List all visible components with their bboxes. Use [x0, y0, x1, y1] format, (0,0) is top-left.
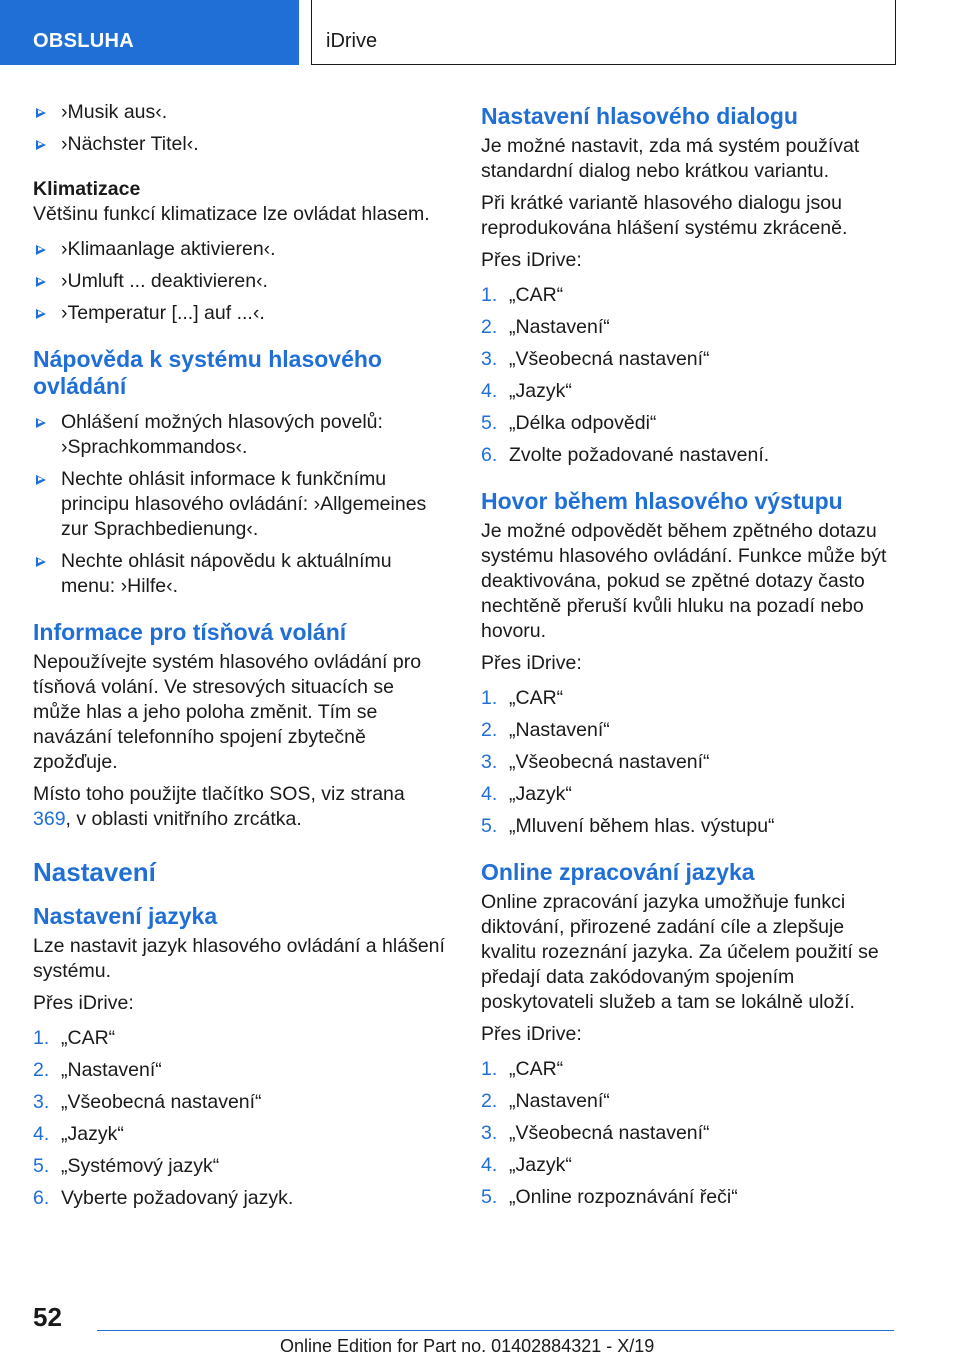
triangle-bullet-icon: [36, 277, 46, 287]
list-item: 2. „Nastavení“: [481, 316, 610, 338]
step-number: 3.: [481, 1122, 498, 1144]
heading-nastaveni-jazyka: Nastavení jazyka: [33, 903, 218, 929]
step-number: 4.: [481, 380, 498, 402]
list-item: 3. „Všeobecná nastavení“: [481, 348, 710, 370]
paragraph-sos: Místo toho použijte tlačítko SOS, viz strana 369, v oblasti vnitřního zrcátka.: [33, 783, 405, 830]
page-reference-link[interactable]: 369: [33, 808, 66, 830]
triangle-bullet-icon: [36, 108, 46, 118]
paragraph-pres-idrive: Přes iDrive:: [481, 652, 582, 674]
step-number: 3.: [481, 348, 498, 370]
step-number: 4.: [481, 1154, 498, 1176]
step-number: 1.: [481, 687, 498, 709]
list-item: 1. „CAR“: [481, 687, 564, 709]
paragraph: Nepoužívejte systém hlasového ovládání pro tísňová volání. Ve stresových situacích se může hlas a jeho poloha změnit. Tím se navázání telefonního spojení zbytečně zpožďuje.: [33, 651, 422, 773]
bullet-list-klimatizace: [33, 237, 445, 326]
step-number: 2.: [33, 1059, 50, 1081]
list-item: ›Musik aus‹.: [33, 100, 445, 125]
heading-online-zpracovani: Online zpracování jazyka: [481, 859, 755, 885]
list-item: 4. „Jazyk“: [481, 380, 572, 402]
paragraph: Většinu funkcí klimatizace lze ovládat hlasem.: [33, 203, 430, 225]
list-item: 1. „CAR“: [33, 1027, 116, 1049]
list-item: 4. „Jazyk“: [481, 1154, 572, 1176]
heading-napoveda: Nápověda k systému hlasového ovládání: [33, 346, 382, 399]
list-item: 4. „Jazyk“: [33, 1123, 124, 1145]
list-item: 3. „Všeobecná nastavení“: [481, 1122, 710, 1144]
list-item: 4. „Jazyk“: [481, 783, 572, 805]
heading-nastaveni: Nastavení: [33, 857, 156, 887]
paragraph-pres-idrive: Přes iDrive:: [481, 1023, 582, 1045]
list-item: ›Temperatur [...] auf ...‹.: [33, 301, 445, 326]
step-number: 2.: [481, 1090, 498, 1112]
list-item: 1. „CAR“: [481, 284, 564, 306]
list-item: 6. Zvolte požadované nastavení.: [481, 444, 770, 466]
numbered-steps-online: [481, 1057, 893, 1210]
numbered-steps-hovor: [481, 686, 893, 839]
numbered-steps-jazyk: [33, 1026, 445, 1211]
step-number: 2.: [481, 719, 498, 741]
list-item: 5. „Mluvení během hlas. výstupu“: [481, 815, 775, 837]
step-number: 4.: [33, 1123, 50, 1145]
right-column: [481, 103, 893, 1217]
left-column: [33, 100, 445, 1218]
step-number: 3.: [33, 1091, 50, 1113]
triangle-bullet-icon: [36, 309, 46, 319]
list-item: 3. „Všeobecná nastavení“: [33, 1091, 262, 1113]
heading-tisnova-volani: Informace pro tísňová volání: [33, 619, 347, 645]
list-item: 2. „Nastavení“: [33, 1059, 162, 1081]
step-number: 4.: [481, 783, 498, 805]
paragraph: Lze nastavit jazyk hlasového ovládání a hlášení systému.: [33, 935, 445, 982]
list-item: ›Nächster Titel‹.: [33, 132, 445, 157]
list-item: 5. „Online rozpoznávání řeči“: [481, 1186, 738, 1208]
triangle-bullet-icon: [36, 140, 46, 150]
list-item: 5. „Délka odpovědi“: [481, 412, 657, 434]
paragraph: Je možné nastavit, zda má systém používat standardní dialog nebo krátkou variantu.: [481, 135, 860, 182]
heading-hlasovy-dialog: Nastavení hlasového dialogu: [481, 103, 798, 129]
section-tab: OBSLUHA: [0, 0, 299, 65]
step-number: 2.: [481, 316, 498, 338]
paragraph: Je možné odpovědět během zpětného dotazu systému hlasového ovládání. Funkce může být deaktivována, pokud se zpětné dotazy často nechtěně přeruší kvůli hluku na pozadí nebo hovoru.: [481, 520, 887, 642]
numbered-steps-dialog: [481, 283, 893, 468]
chapter-title: iDrive: [311, 0, 896, 65]
paragraph-pres-idrive: Přes iDrive:: [481, 249, 582, 271]
step-number: 1.: [481, 284, 498, 306]
list-item: 3. „Všeobecná nastavení“: [481, 751, 710, 773]
step-number: 5.: [481, 1186, 498, 1208]
triangle-bullet-icon: [36, 475, 46, 485]
step-number: 6.: [33, 1187, 50, 1209]
list-item: 5. „Systémový jazyk“: [33, 1155, 220, 1177]
step-number: 5.: [481, 815, 498, 837]
list-item: ›Klimaanlage aktivieren‹.: [33, 237, 445, 262]
list-item: Nechte ohlásit informace k funkčnímu principu hlasového ovládání: ›Allgemeines zur Sprachbedienung‹.: [33, 467, 445, 542]
bullet-list-music: [33, 100, 445, 157]
list-item: Ohlášení možných hlasových povelů: ›Sprachkommandos‹.: [33, 410, 445, 460]
list-item: 2. „Nastavení“: [481, 719, 610, 741]
triangle-bullet-icon: [36, 245, 46, 255]
footer-edition: Online Edition for Part no. 01402884321 - X/19: [280, 1336, 655, 1356]
footer-divider: [97, 1330, 894, 1331]
step-number: 5.: [33, 1155, 50, 1177]
step-number: 1.: [33, 1027, 50, 1049]
step-number: 1.: [481, 1058, 498, 1080]
triangle-bullet-icon: [36, 418, 46, 428]
paragraph: Online zpracování jazyka umožňuje funkci diktování, přirozené zadání cíle a zlepšuje kvalitu rozeznání jazyka. Za účelem použití se předají data zakódovaným spojením poskytovateli služeb a tam se lokálně uloží.: [481, 891, 879, 1013]
page-header: [0, 0, 960, 66]
list-item: 6. Vyberte požadovaný jazyk.: [33, 1187, 294, 1209]
step-number: 5.: [481, 412, 498, 434]
bullet-list-napoveda: [33, 410, 445, 599]
list-item: ›Umluft ... deaktivieren‹.: [33, 269, 445, 294]
list-item: Nechte ohlásit nápovědu k aktuálnímu menu: ›Hilfe‹.: [33, 549, 445, 599]
step-number: 6.: [481, 444, 498, 466]
page-number: 52: [33, 1302, 62, 1332]
heading-hovor: Hovor během hlasového výstupu: [481, 488, 843, 514]
triangle-bullet-icon: [36, 557, 46, 567]
list-item: 2. „Nastavení“: [481, 1090, 610, 1112]
list-item: 1. „CAR“: [481, 1058, 564, 1080]
paragraph: Při krátké variantě hlasového dialogu jsou reprodukována hlášení systému zkráceně.: [481, 192, 848, 239]
paragraph-pres-idrive: Přes iDrive:: [33, 992, 134, 1014]
subheading-klimatizace: Klimatizace: [33, 178, 141, 200]
step-number: 3.: [481, 751, 498, 773]
